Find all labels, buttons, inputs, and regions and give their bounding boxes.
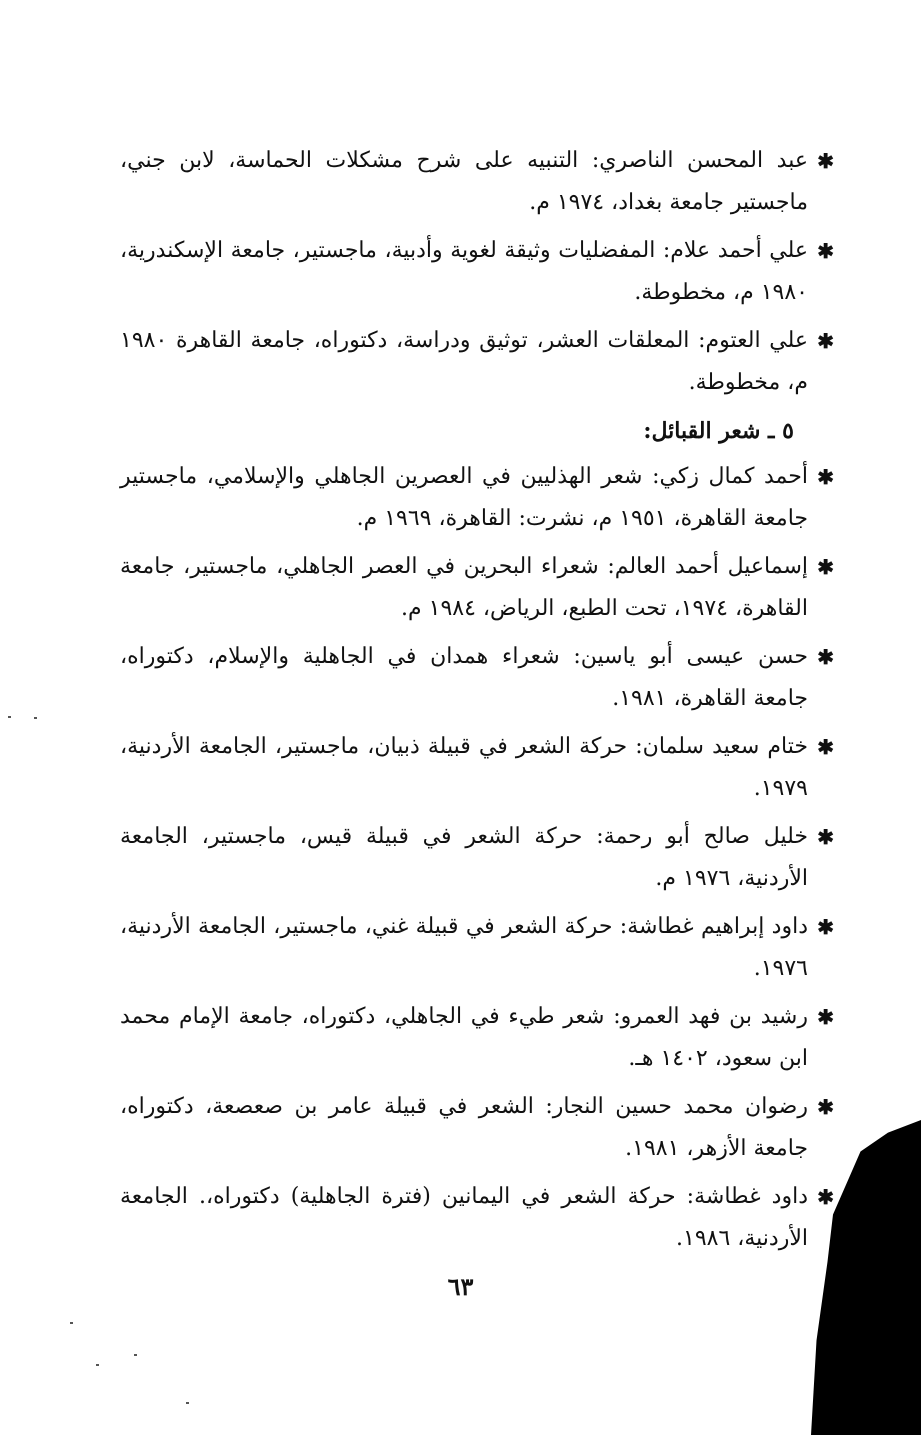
entry-text: ختام سعيد سلمان: حركة الشعر في قبيلة ذبيان، ماجستير، الجامعة الأردنية، ١٩٧٩.: [120, 734, 808, 801]
asterisk-bullet-icon: ✱: [817, 1095, 834, 1119]
page-number: ٦٣: [447, 1272, 474, 1301]
bibliography-entry: [120, 230, 834, 314]
asterisk-bullet-icon: ✱: [817, 555, 834, 579]
bibliography-entry: [120, 546, 834, 630]
asterisk-bullet-icon: ✱: [817, 1185, 834, 1209]
bibliography-entry: [120, 996, 834, 1080]
section-heading: ٥ ـ شعر القبائل:: [643, 418, 794, 444]
asterisk-bullet-icon: ✱: [817, 1005, 834, 1029]
bibliography-entry: [120, 140, 834, 224]
scan-speck: [96, 1364, 99, 1366]
bibliography-entry: [120, 1176, 834, 1260]
asterisk-bullet-icon: ✱: [817, 825, 834, 849]
scan-speck: [134, 1354, 137, 1356]
bibliography-entry: [120, 1086, 834, 1170]
entry-text: رضوان محمد حسين النجار: الشعر في قبيلة عامر بن صعصعة، دكتوراه، جامعة الأزهر، ١٩٨١.: [120, 1094, 808, 1161]
entry-text: علي أحمد علام: المفضليات وثيقة لغوية وأدبية، ماجستير، جامعة الإسكندرية، ١٩٨٠ م، مخطوطة.: [120, 238, 808, 305]
entry-text: عبد المحسن الناصري: التنبيه على شرح مشكلات الحماسة، لابن جني، ماجستير جامعة بغداد، ١٩٧٤ م.: [120, 148, 808, 215]
bibliography-entry: [120, 636, 834, 720]
entry-text: خليل صالح أبو رحمة: حركة الشعر في قبيلة قيس، ماجستير، الجامعة الأردنية، ١٩٧٦ م.: [120, 824, 808, 891]
scan-speck: [34, 717, 37, 719]
entry-text: علي العتوم: المعلقات العشر، توثيق ودراسة، دكتوراه، جامعة القاهرة ١٩٨٠ م، مخطوطة.: [120, 328, 808, 395]
entry-text: إسماعيل أحمد العالم: شعراء البحرين في العصر الجاهلي، ماجستير، جامعة القاهرة، ١٩٧٤، تحت الطبع، الرياض، ١٩٨٤ م.: [120, 554, 808, 621]
entry-text: أحمد كمال زكي: شعر الهذليين في العصرين الجاهلي والإسلامي، ماجستير جامعة القاهرة، ١٩٥١ م، نشرت: القاهرة، ١٩٦٩ م.: [120, 464, 808, 531]
bibliography-entry: [120, 816, 834, 900]
asterisk-bullet-icon: ✱: [817, 329, 834, 353]
scan-speck: [186, 1402, 189, 1404]
asterisk-bullet-icon: ✱: [817, 465, 834, 489]
entry-text: حسن عيسى أبو ياسين: شعراء همدان في الجاهلية والإسلام، دكتوراه، جامعة القاهرة، ١٩٨١.: [120, 644, 808, 711]
asterisk-bullet-icon: ✱: [817, 239, 834, 263]
bibliography-entry: [120, 726, 834, 810]
bibliography-page: [120, 140, 834, 1266]
asterisk-bullet-icon: ✱: [817, 735, 834, 759]
scan-speck: [70, 1322, 73, 1324]
entry-text: داود غطاشة: حركة الشعر في اليمانين (فترة الجاهلية) دكتوراه،. الجامعة الأردنية، ١٩٨٦.: [120, 1184, 808, 1251]
entry-text: رشيد بن فهد العمرو: شعر طيء في الجاهلي، دكتوراه، جامعة الإمام محمد ابن سعود، ١٤٠٢ هـ.: [120, 1004, 808, 1071]
asterisk-bullet-icon: ✱: [817, 149, 834, 173]
asterisk-bullet-icon: ✱: [817, 915, 834, 939]
bibliography-entry: [120, 906, 834, 990]
bibliography-entry: [120, 456, 834, 540]
bibliography-entry: [120, 320, 834, 404]
entry-text: داود إبراهيم غطاشة: حركة الشعر في قبيلة غني، ماجستير، الجامعة الأردنية، ١٩٧٦.: [120, 914, 808, 981]
asterisk-bullet-icon: ✱: [817, 645, 834, 669]
scan-speck: [8, 716, 11, 718]
